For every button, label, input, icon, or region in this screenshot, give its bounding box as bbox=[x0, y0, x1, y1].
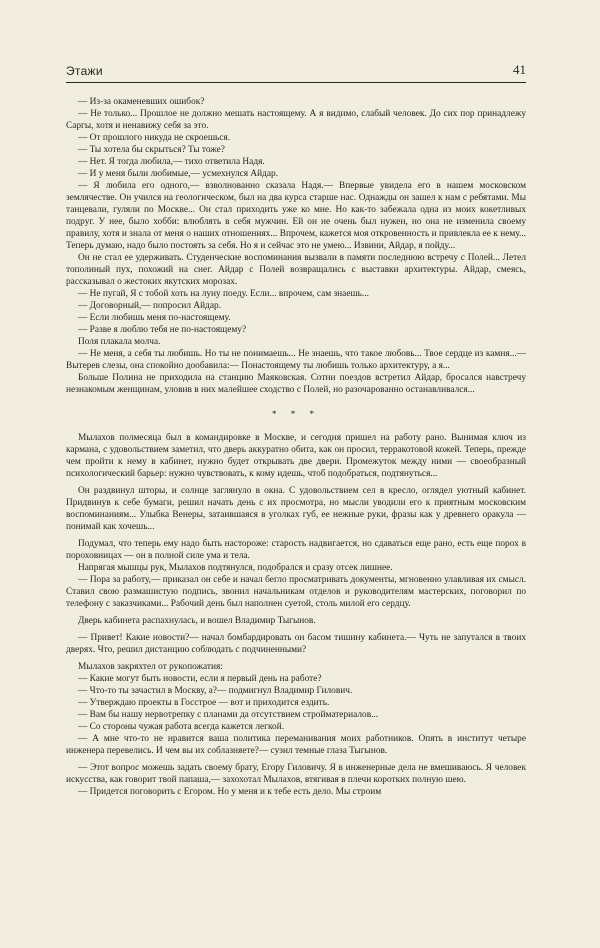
paragraph: — Придется поговорить с Егором. Но у меня и к тебе есть дело. Мы строим bbox=[78, 787, 382, 797]
paragraph: — Договорный,— попросил Айдар. bbox=[78, 301, 222, 311]
paragraph: Больше Полина не приходила на станцию Маяковская. Сотни поездов встретил Айдар, бросался навстречу незнакомым женщинам, уловив в них малейшее сходство с Полей, но разочарованно останавливался... bbox=[66, 373, 526, 395]
paragraph: — Утверждаю проекты в Госстрое — вот и приходится ездить. bbox=[78, 698, 330, 708]
paragraph: — Не пугай, Я с тобой хоть на луну поеду. Если... впрочем, сам знаешь... bbox=[78, 289, 369, 299]
paragraph: Поля плакала молча. bbox=[78, 337, 161, 347]
paragraph: Дверь кабинета распахнулась, и вошел Владимир Тыгынов. bbox=[78, 616, 316, 626]
paragraph: — От прошлого никуда не скроешься. bbox=[78, 133, 231, 143]
paragraph: Мылахов закряхтел от рукопожатия: bbox=[78, 662, 223, 672]
paragraph: Подумал, что теперь ему надо быть настороже: старость надвигается, но сдаваться еще рано, есть еще порох в пороховницах — он в полной силе ума и тела. bbox=[66, 539, 526, 561]
paragraph: — Что-то ты зачастил в Москву, а?— подмигнул Владимир Гилович. bbox=[78, 686, 353, 696]
paragraph: — Не меня, а себя ты любишь. Но ты не понимаешь... Не знаешь, что такое любовь... Твое сердце из камня...— Вытерев слезы, она спокойно дообавила:— Понастоящему ты любишь только архитектуру, а я... bbox=[66, 349, 526, 371]
paragraph: — Со стороны чужая работа всегда кажется легкой. bbox=[78, 722, 285, 732]
paragraph: — Какие могут быть новости, если я первый день на работе? bbox=[78, 674, 322, 684]
page-number: 41 bbox=[513, 62, 526, 77]
paragraph: — Пора за работу,— приказал он себе и начал бегло просматривать документы, мгновенно улавливая их смысл. Ставил свою размашистую подпись, звонил начальникам отделов и руководителям мастерских, поговорил по телефону с заказчиками... Рабочий день был наполнен суетой, столь милой его сердцу. bbox=[66, 575, 526, 609]
paragraph: — Из-за окаменевших ошибок? bbox=[78, 97, 205, 107]
paragraph: — Если любишь меня по-настоящему. bbox=[78, 313, 231, 323]
chapter-title: Этажи bbox=[66, 64, 103, 78]
paragraph: — А мне что-то не нравится ваша политика переманивания моих работников. Опять в институт четыре инженера перевелись. И чем вы их соблазняете?— сузил темные глаза Тыгынов. bbox=[66, 734, 526, 756]
section-divider: * * * bbox=[272, 409, 320, 419]
paragraph: — Вам бы нашу нервотрепку с планами да отсутствием стройматериалов... bbox=[78, 710, 379, 720]
paragraph: Он раздвинул шторы, и солнце заглянуло в окна. С удовольствием сел в кресло, оглядел уютный кабинет. Придвинув к себе бумаги, решил начать день с их просмотра, но мысли уводили его к приятным московским воспоминаниям... Улыбка Венеры, затаившаяся в уголках губ, ее нежные руки, фразы как у древнего оракула — понимай как хочешь... bbox=[66, 486, 526, 532]
paragraph: Напрягая мышцы рук, Мылахов подтянулся, подобрался и сразу отсек лишнее. bbox=[78, 563, 393, 573]
paragraph: — Разве я люблю тебя не по-настоящему? bbox=[78, 325, 247, 335]
paragraph: — Этот вопрос можешь задать своему брату, Егору Гиловичу. Я в инженерные дела не вмешиваюсь. Я человек искусства, как говорит твой папаша,— захохотал Мылахов, втягивая в плечи коротких полную шею. bbox=[66, 763, 526, 785]
paragraph: Он не стал ее удерживать. Студенческие воспоминания вызвали в памяти последнюю встречу с Полей... Летел тополиный пух, похожий на снег. Айдар с Полей возвращались с выставки архитектуры. Айдар, смеясь, рассказывал о жестоких якутских морозах. bbox=[66, 253, 526, 287]
paragraph: — Я любила его одного,— взволнованно сказала Надя.— Впервые увидела его в нашем московском землячестве. Он учился на геологическом, был на два курса старше нас. Однажды он зашел к нам с ребятами. Мы танцевали, гуляли по Москве... Он стал приходить уже ко мне. Но как-то забежала одна из моих кокетливых подруг. У нее, было хобби: влюблять в себя мужчин. Ей он не очень был нужен, но она не изменила своему правилу, хотя и знала от меня о наших отношениях... Впрочем, кажется моя откровенность и привлекла ее к нему... Теперь думаю, надо было постоять за себя. Но я и сейчас это не умею... Извини, Айдар, я пойду... bbox=[66, 181, 526, 251]
paragraph: Мылахов полмесяца был в командировке в Москве, и сегодня пришел на работу рано. Вынимая ключ из кармана, с удовольствием заметил, что дверь аккуратно обита, как он просил, терракотовой кожей. Теперь, прежде чем пройти к нему в кабинет, нужно будет открывать две двери. Промежуток между ними — своеобразный психологический барьер: нужно чувствовать, к кому идешь, чтоб подобраться, подтянуться... bbox=[66, 433, 526, 479]
paragraph: — Ты хотела бы скрыться? Ты тоже? bbox=[78, 145, 225, 155]
paragraph: — И у меня были любимые,— усмехнулся Айдар. bbox=[78, 169, 279, 179]
paragraph: — Не только... Прошлое не должно мешать настоящему. А я видимо, слабый человек. До сих пор принадлежу Саргы, хотя и ненавижу себя за это. bbox=[66, 109, 526, 131]
running-header bbox=[66, 60, 526, 83]
paragraph: — Нет. Я тогда любила,— тихо ответила Надя. bbox=[78, 157, 265, 167]
body-text bbox=[66, 96, 526, 798]
paragraph: — Привет! Какие новости?— начал бомбардировать он басом тишину кабинета.— Чуть не запутался в твоих дверях. Что, решил дистанцию соблюдать с подчиненными? bbox=[66, 633, 526, 655]
